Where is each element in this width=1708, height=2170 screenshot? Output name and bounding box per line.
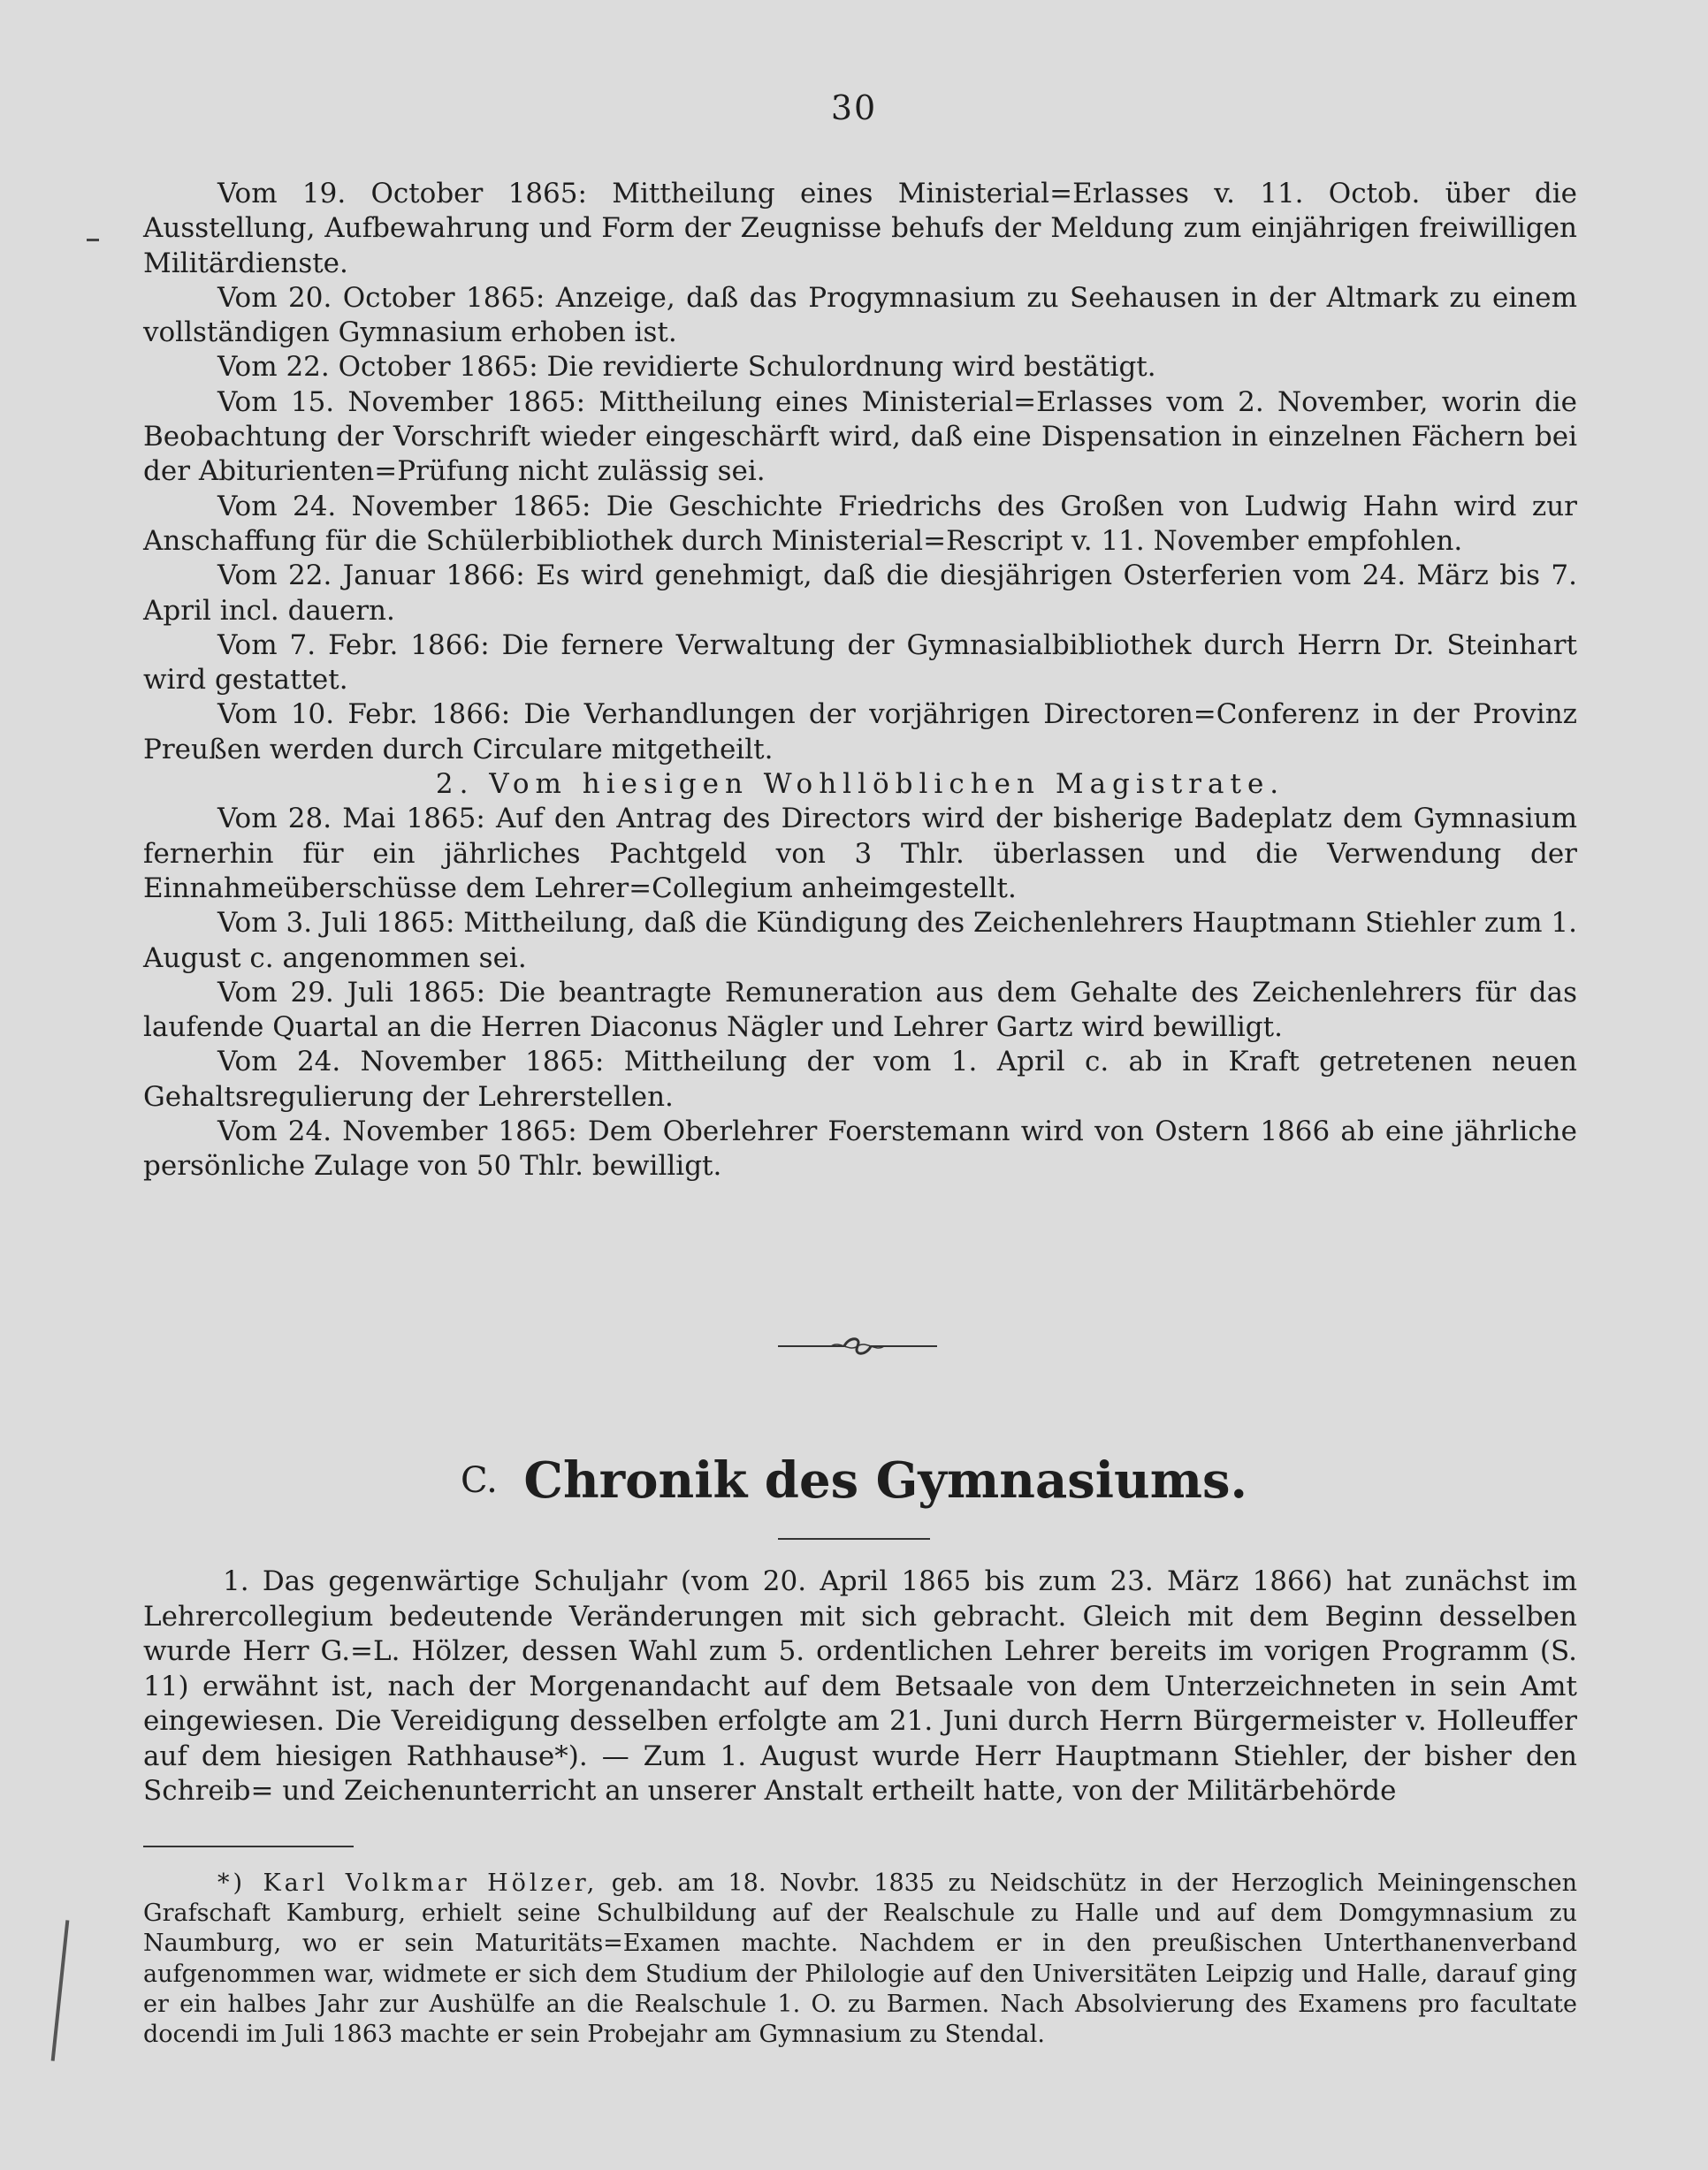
entry-1: Vom 19. October 1865: Mittheilung eines Ministerial=Erlasses v. 11. Octob. über die Ausstellung, Aufbewahrung und Form der Zeugnisse behufs der Meldung zum einjährigen freiwilligen Militärdienste. [143, 178, 1577, 279]
entry-3: Vom 22. October 1865: Die revidierte Schulordnung wird bestätigt. [217, 351, 1156, 384]
footnote [143, 1869, 1577, 2050]
entry-6: Vom 22. Januar 1866: Es wird genehmigt, daß die diesjährigen Osterferien vom 24. März bis 7. April incl. dauern. [143, 560, 1577, 627]
footnote-text: geb. am 18. Novbr. 1835 zu Neidschütz in der Herzoglich Meiningenschen Grafschaft Kamburg, erhielt seine Schulbildung auf der Realschule zu Halle und auf dem Domgymnasium zu Naumburg, wo er sein Maturitäts=Examen machte. Nachdem er in den preußischen Unterthanenverband aufgenommen war, widmete er sich dem Studium der Philologie auf den Universitäten Leipzig und Halle, darauf ging er ein halbes Jahr zur Aushülfe an die Realschule 1. O. zu Barmen. Nach Absolvierung des Examens pro facultate docendi im Juli 1863 machte er sein Probejahr am Gymnasium zu Stendal. [143, 1869, 1577, 2049]
margin-mark [87, 239, 99, 241]
entry-7: Vom 7. Febr. 1866: Die fernere Verwaltung der Gymnasialbibliothek durch Herrn Dr. Steinhart wird gestattet. [143, 628, 1577, 697]
margin-pencil-line [51, 1920, 70, 2061]
chronik-section [143, 1565, 1577, 1809]
footnote-paragraph [143, 1869, 1577, 2050]
section-subheading: 2. Vom hiesigen Wohllöblichen Magistrate. [435, 768, 1285, 801]
magistrate-entry-5: Vom 24. November 1865: Dem Oberlehrer Foerstemann wird von Ostern 1866 ab eine jährliche persönliche Zulage von 50 Thlr. bewilligt. [143, 1115, 1577, 1183]
chronik-paragraph-1: 1. Das gegenwärtige Schuljahr (vom 20. April 1865 bis zum 23. März 1866) hat zunächst im Lehrercollegium bedeutende Veränderungen mit sich gebracht. Gleich mit dem Beginn desselben wurde Herr G.=L. Hölzer, dessen Wahl zum 5. ordentlichen Lehrer bereits im vorigen Programm (S. 11) erwähnt ist, nach der Morgenandacht auf dem Betsaale von dem Unterzeichneten in sein Amt eingewiesen. Die Vereidigung desselben erfolgte am 21. Juni durch Herrn Bürgermeister v. Holleuffer auf dem hiesigen Rathhause*). — Zum 1. August wurde Herr Hauptmann Stiehler, der bisher den Schreib= und Zeichenunterricht an unserer Anstalt ertheilt hatte, von der Militärbehörde [143, 1565, 1577, 1807]
decrees-section [143, 177, 1577, 1184]
footnote-name: *) Karl Volkmar Hölzer, [217, 1869, 599, 1897]
magistrate-entry-2: Vom 3. Juli 1865: Mittheilung, daß die Kündigung des Zeichenlehrers Hauptmann Stiehler zum 1. August c. angenommen sei. [143, 907, 1577, 974]
chronik-heading [0, 1451, 1708, 1510]
page-number: 30 [830, 88, 878, 127]
chronik-title: Chronik des Gymnasiums. [523, 1451, 1248, 1510]
entry-2: Vom 20. October 1865: Anzeige, daß das Progymnasium zu Seehausen in der Altmark zu einem vollständigen Gymnasium erhoben ist. [143, 281, 1577, 349]
magistrate-entry-4: Vom 24. November 1865: Mittheilung der vom 1. April c. ab in Kraft getretenen neuen Gehaltsregulierung der Lehrerstellen. [143, 1046, 1577, 1113]
entry-5: Vom 24. November 1865: Die Geschichte Friedrichs des Großen von Ludwig Hahn wird zur Anschaffung für die Schülerbibliothek durch Ministerial=Rescript v. 11. November empfohlen. [143, 490, 1577, 557]
entry-8: Vom 10. Febr. 1866: Die Verhandlungen der vorjährigen Directoren=Conferenz in der Provinz Preußen werden durch Circulare mitgetheilt. [143, 698, 1577, 765]
ornament-divider [0, 1333, 1708, 1359]
chronik-letter: C. [460, 1460, 498, 1501]
title-underline [778, 1538, 930, 1540]
entry-4: Vom 15. November 1865: Mittheilung eines Ministerial=Erlasses vom 2. November, worin die Beobachtung der Vorschrift wieder eingeschärft wird, daß eine Dispensation in einzelnen Fächern bei der Abiturienten=Prüfung nicht zulässig sei. [143, 385, 1577, 488]
magistrate-entry-3: Vom 29. Juli 1865: Die beantragte Remuneration aus dem Gehalte des Zeichenlehrers für das laufende Quartal an die Herren Diaconus Nägler und Lehrer Gartz wird bewilligt. [143, 976, 1577, 1044]
footnote-rule [143, 1846, 354, 1847]
magistrate-entry-1: Vom 28. Mai 1865: Auf den Antrag des Directors wird der bisherige Badeplatz dem Gymnasium fernerhin für ein jährliches Pachtgeld von 3 Thlr. überlassen und die Verwendung der Einnahmeüberschüsse dem Lehrer=Collegium anheimgestellt. [143, 803, 1577, 904]
